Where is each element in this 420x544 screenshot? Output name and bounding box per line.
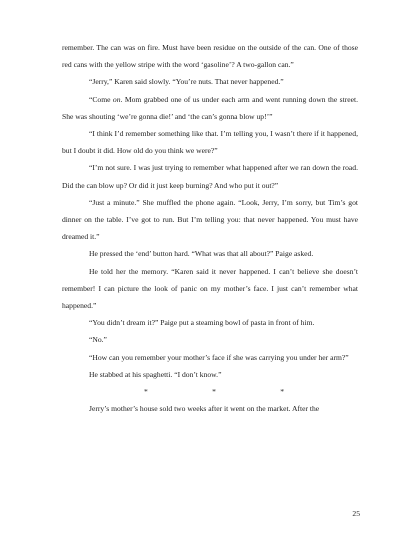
paragraph-4: “I think I’d remember something like that. I’m telling you, I wasn’t there if it happened, but I doubt it did. How old do you think we were?” [62,129,358,156]
scene-break [144,383,284,400]
paragraph-2: “Jerry,” Karen said slowly. “You’re nuts. That never happened.” [89,77,284,87]
scene-break-asterisk: * [144,387,148,397]
paragraph-8: He told her the memory. “Karen said it never happened. I can’t believe she doesn’t remember! I can picture the look of panic on my mother’s face. I just can’t remember what happened.” [62,266,358,311]
closing-paragraph: Jerry’s mother’s house sold two weeks after it went on the market. After the [89,404,320,414]
paragraph-3-rest: . Mom grabbed one of us under each arm and went running down the street. She was shouting ‘we’re gonna die!’ and ‘the can’s gonna blow up!’” [62,94,358,121]
paragraph-5: “I’m not sure. I was just trying to remember what happened after we ran down the road. Did the can blow up? Or did it just keep burning? And who put it out?” [62,163,358,190]
page-number: 25 [352,509,360,518]
paragraph-11: “How can you remember your mother’s face if she was carrying you under her arm?” [89,352,349,362]
paragraph-1: remember. The can was on fire. Must have been residue on the outside of the can. One of those red cans with the yellow stripe with the word ‘gasoline’? A two-gallon can.” [62,43,358,70]
body-text [62,39,358,417]
paragraph-9: “You didn’t dream it?” Paige put a steaming bowl of pasta in front of him. [89,318,315,328]
scene-break-asterisk: * [280,387,284,397]
paragraph-6: “Just a minute.” She muffled the phone again. “Look, Jerry, I’m sorry, but Tim’s got dinner on the table. I’ve got to run. But I’m telling you: that never happened. You must have dreamed it.” [62,197,358,242]
paragraph-3-emphasis: on [112,94,121,104]
paragraph-7: He pressed the ‘end’ button hard. “What was that all about?” Paige asked. [89,249,314,259]
paragraph-3-lead: “Come [89,94,113,104]
paragraph-3 [62,91,358,125]
paragraph-10: “No.” [89,335,107,345]
paragraph-12: He stabbed at his spaghetti. “I don’t know.” [89,369,222,379]
scene-break-asterisk: * [212,387,216,397]
